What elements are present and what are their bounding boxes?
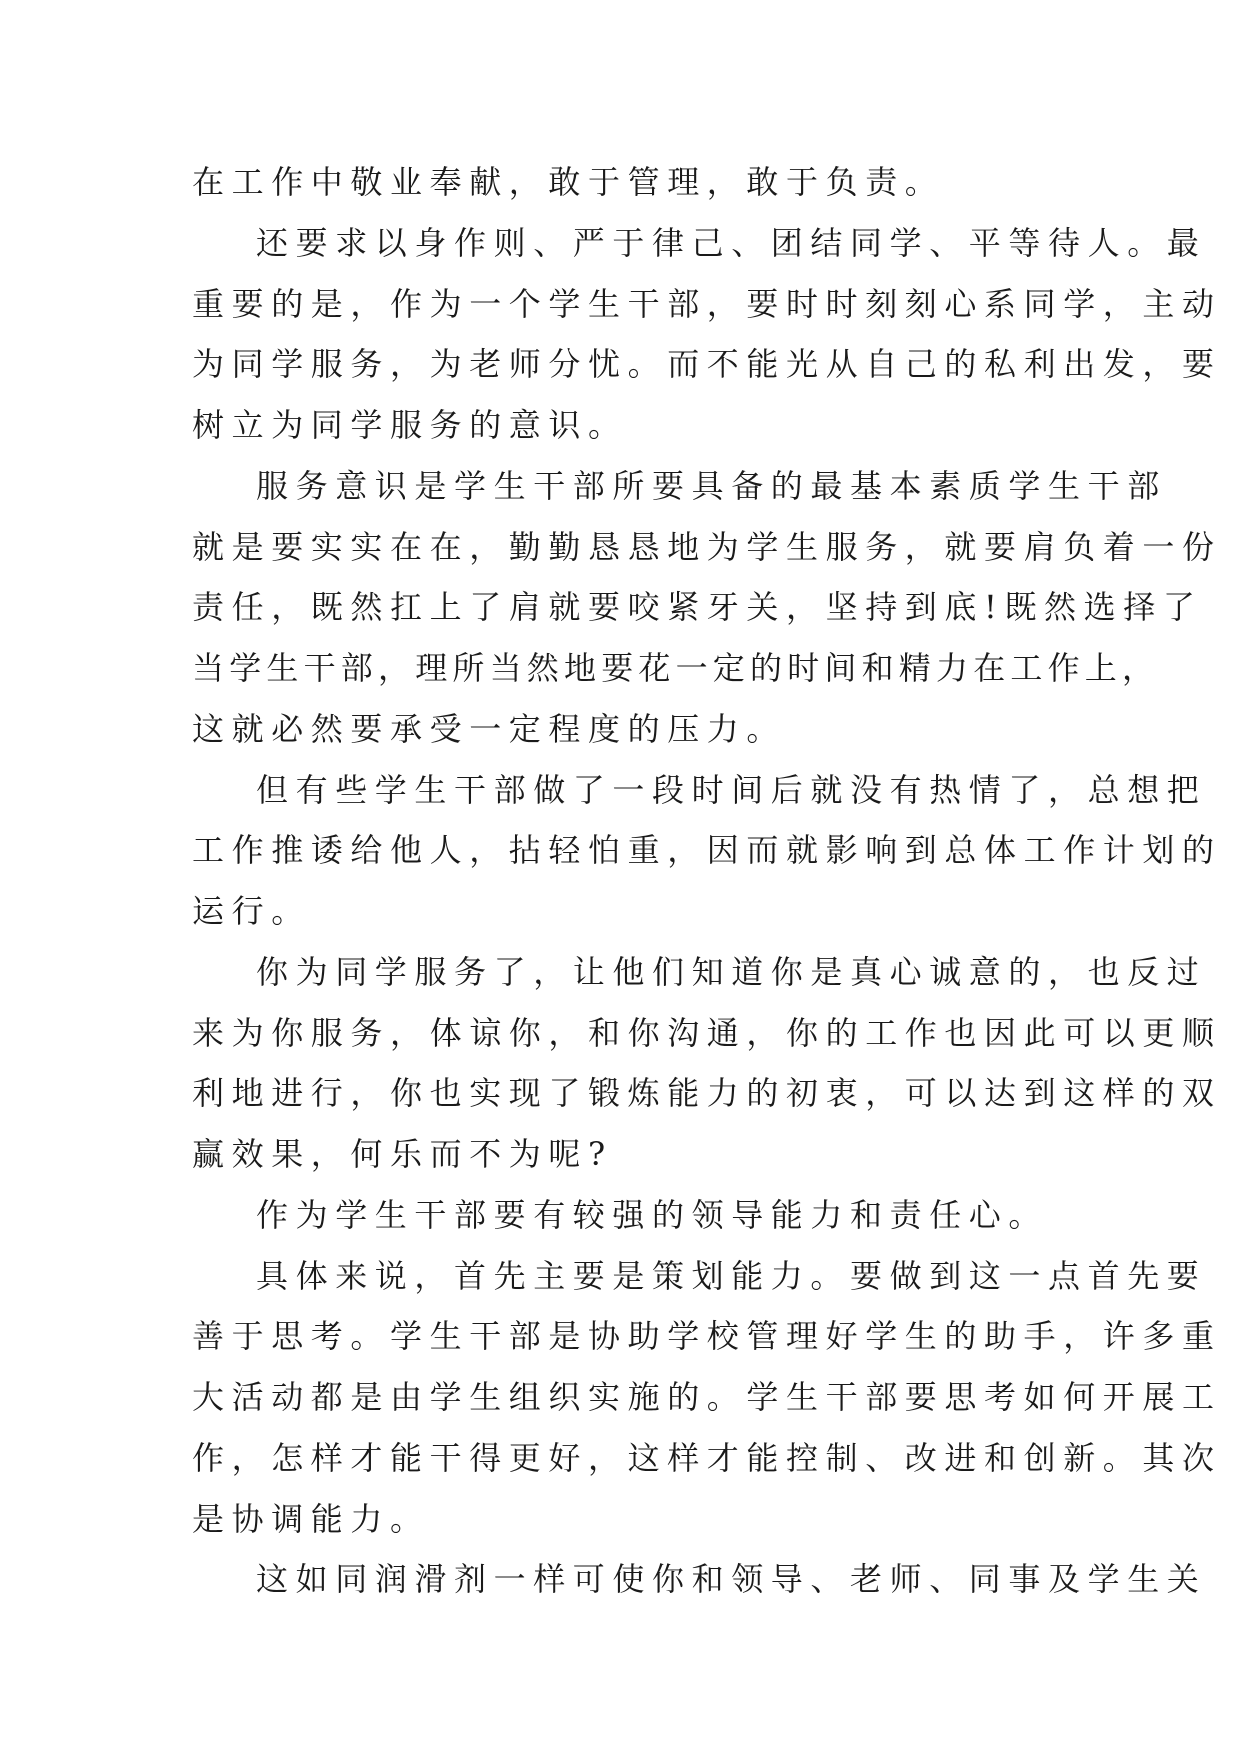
text-line: 工作推诿给他人，拈轻怕重，因而就影响到总体工作计划的 [192,831,1222,870]
text-line: 善于思考。学生干部是协助学校管理好学生的助手，许多重 [192,1317,1222,1356]
paragraph-first-line: 还要求以身作则、严于律己、团结同学、平等待人。最 [256,223,1207,262]
text-line: 当学生干部，理所当然地要花一定的时间和精力在工作上， [192,649,1160,687]
paragraph-first-line: 具体来说，首先主要是策划能力。要做到这一点首先要 [256,1256,1207,1295]
text-line: 赢效果，何乐而不为呢? [192,1135,613,1173]
text-line: 树立为同学服务的意识。 [192,406,628,444]
paragraph-first-line: 这如同润滑剂一样可使你和领导、老师、同事及学生关 [256,1560,1207,1599]
text-line: 作，怎样才能干得更好，这样才能控制、改进和创新。其次 [192,1438,1222,1477]
text-line: 重要的是，作为一个学生干部，要时时刻刻心系同学，主动 [192,284,1222,323]
text-line: 就是要实实在在，勤勤恳恳地为学生服务，就要肩负着一份 [192,527,1222,566]
paragraph-first-line: 作为学生干部要有较强的领导能力和责任心。 [256,1195,1049,1234]
text-line: 是协调能力。 [192,1499,430,1538]
document-body [192,152,1222,1610]
text-line: 这就必然要承受一定程度的压力。 [192,709,787,748]
text-line: 运行。 [192,892,311,930]
text-line: 在工作中敬业奉献，敢于管理，敢于负责。 [192,163,945,201]
paragraph-first-line: 你为同学服务了，让他们知道你是真心诚意的，也反过 [256,952,1207,991]
paragraph-first-line: 但有些学生干部做了一段时间后就没有热情了，总想把 [256,770,1207,809]
text-line: 大活动都是由学生组织实施的。学生干部要思考如何开展工 [192,1378,1222,1416]
text-line: 利地进行，你也实现了锻炼能力的初衷，可以达到这样的双 [192,1074,1222,1113]
paragraph-first-line: 服务意识是学生干部所要具备的最基本素质学生干部 [256,466,1167,505]
text-line: 来为你服务，体谅你，和你沟通，你的工作也因此可以更顺 [192,1013,1222,1052]
text-line: 责任，既然扛上了肩就要咬紧牙关，坚持到底!既然选择了 [192,588,1203,627]
text-line: 为同学服务，为老师分忧。而不能光从自己的私利出发，要 [192,345,1222,384]
